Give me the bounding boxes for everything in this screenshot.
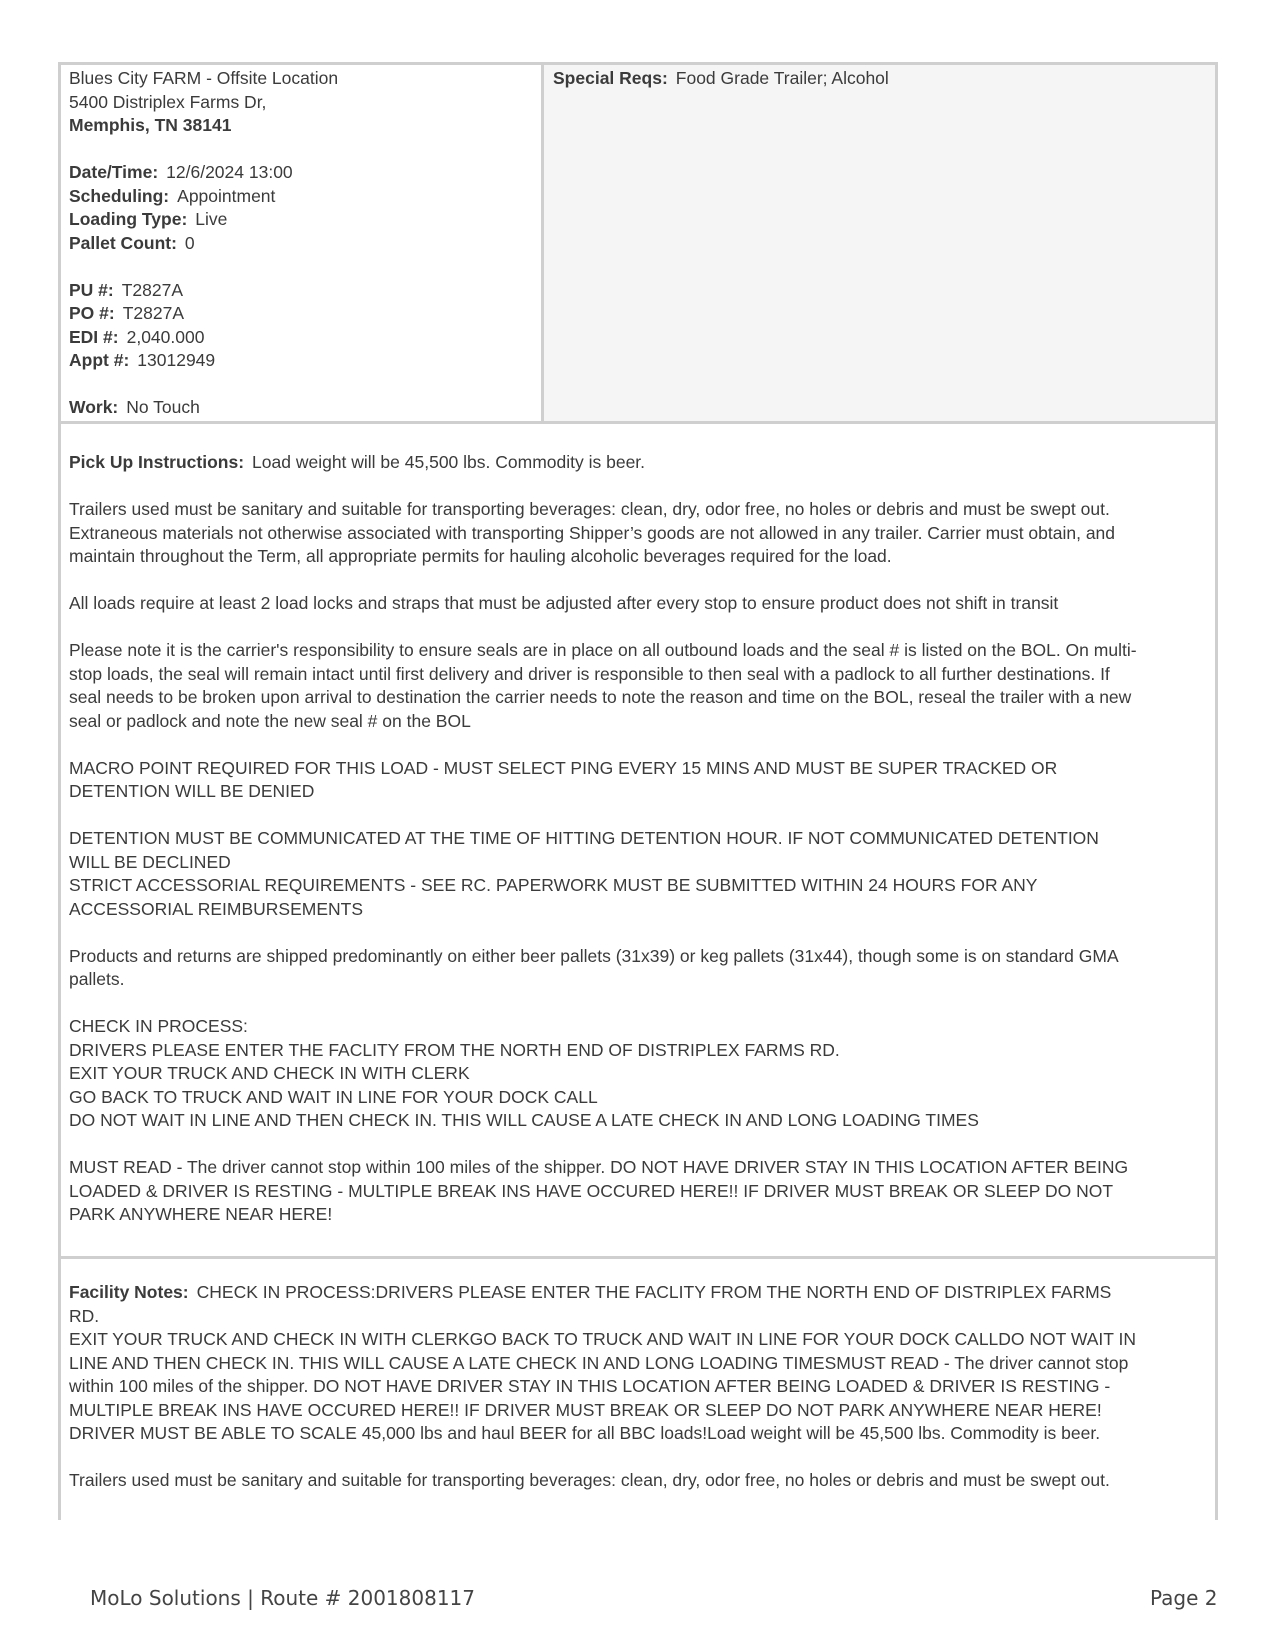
appt-row: Appt #: 13012949 (69, 350, 216, 370)
footer-route: MoLo Solutions | Route # 2001808117 (90, 1586, 475, 1610)
facility-notes-heading: Facility Notes: CHECK IN PROCESS:DRIVERS PLEASE ENTER THE FACLITY FROM THE NORTH END OF DISTRIPLEX FARMS (69, 1282, 1112, 1302)
pickup-paragraph (69, 592, 1209, 616)
text-line: DRIVERS PLEASE ENTER THE FACLITY FROM THE NORTH END OF DISTRIPLEX FARMS RD. (69, 1039, 840, 1060)
text-line: seal or padlock and note the new seal # on the BOL (69, 710, 471, 731)
text-line: DRIVER MUST BE ABLE TO SCALE 45,000 lbs and haul BEER for all BBC loads!Load weight will be 45,500 lbs. Commodity is beer. (69, 1423, 1101, 1443)
text-line: DETENTION MUST BE COMMUNICATED AT THE TIME OF HITTING DETENTION HOUR. IF NOT COMMUNICATED DETENTION (69, 828, 1099, 848)
pickup-paragraph (69, 757, 1209, 804)
footer-page-number: Page 2 (1150, 1586, 1218, 1610)
text-line: Products and returns are shipped predominantly on either beer pallets (31x39) or keg pallets (31x44), though some is on standard GMA (69, 945, 1119, 966)
text-line: LOADED & DRIVER IS RESTING - MULTIPLE BREAK INS HAVE OCCURED HERE!! IF DRIVER MUST BREAK OR SLEEP DO NOT (69, 1180, 1114, 1201)
text-line: LINE AND THEN CHECK IN. THIS WILL CAUSE A LATE CHECK IN AND LONG LOADING TIMESMUST READ - The driver cannot stop (69, 1352, 1129, 1373)
edi-row: EDI #: 2,040.000 (69, 326, 205, 347)
facility-paragraph (69, 1305, 1211, 1446)
pickup-paragraph (69, 945, 1209, 992)
pickup-paragraph (69, 1156, 1209, 1227)
loading-type-row: Loading Type: Live (69, 209, 228, 229)
text-line: MACRO POINT REQUIRED FOR THIS LOAD - MUST SELECT PING EVERY 15 MINS AND MUST BE SUPER TRACKED OR (69, 757, 1058, 778)
text-line: Extraneous materials not otherwise associated with transporting Shipper’s goods are not allowed in any trailer. Carrier must obtain, and (69, 522, 1116, 543)
text-line: PARK ANYWHERE NEAR HERE! (69, 1204, 333, 1224)
text-line: pallets. (69, 969, 125, 989)
text-line: maintain throughout the Term, all appropriate permits for hauling alcoholic beverages required for the load. (69, 546, 892, 566)
text-line: All loads require at least 2 load locks and straps that must be adjusted after every stop to ensure product does not shift in transit (69, 593, 1059, 613)
text-line: DETENTION WILL BE DENIED (69, 781, 315, 801)
location-name: Blues City FARM - Offsite Location (69, 68, 339, 88)
text-line: WILL BE DECLINED (69, 851, 231, 872)
text-line: Please note it is the carrier's responsibility to ensure seals are in place on all outbound loads and the seal # is listed on the BOL. On multi- (69, 640, 1137, 660)
pickup-paragraph (69, 498, 1209, 569)
text-line: DO NOT WAIT IN LINE AND THEN CHECK IN. THIS WILL CAUSE A LATE CHECK IN AND LONG LOADING TIMES (69, 1110, 979, 1130)
pickup-paragraph (69, 827, 1209, 921)
text-line: CHECK IN PROCESS: (69, 1016, 248, 1036)
pickup-instructions-section (61, 424, 1215, 1259)
work-row: Work: No Touch (69, 397, 200, 417)
text-line: MUST READ - The driver cannot stop within 100 miles of the shipper. DO NOT HAVE DRIVER STAY IN THIS LOCATION AFTER BEING (69, 1157, 1129, 1177)
text-line: within 100 miles of the shipper. DO NOT HAVE DRIVER STAY IN THIS LOCATION AFTER BEING LOADED & DRIVER IS RESTING - (69, 1376, 1111, 1396)
stop-details-cell (61, 65, 544, 421)
special-reqs-cell (544, 65, 1215, 421)
pallet-count-row: Pallet Count: 0 (69, 232, 195, 253)
location-city: Memphis, TN 38141 (69, 115, 232, 135)
text-line: MULTIPLE BREAK INS HAVE OCCURED HERE!! IF DRIVER MUST BREAK OR SLEEP DO NOT PARK ANYWHERE NEAR HERE! (69, 1399, 1102, 1420)
text-line: stop loads, the seal will remain intact until first delivery and driver is responsible to then seal with a padlock to all further destinations. If (69, 663, 1110, 684)
text-line: EXIT YOUR TRUCK AND CHECK IN WITH CLERK (69, 1063, 470, 1083)
text-line: ACCESSORIAL REIMBURSEMENTS (69, 898, 363, 919)
facility-notes-section (61, 1259, 1215, 1523)
datetime-row: Date/Time: 12/6/2024 13:00 (69, 162, 293, 182)
text-line: Trailers used must be sanitary and suitable for transporting beverages: clean, dry, odor free, no holes or debris and must be swept out. (69, 1470, 1110, 1490)
pickup-instructions-heading: Pick Up Instructions: Load weight will be 45,500 lbs. Commodity is beer. (69, 452, 646, 472)
location-street: 5400 Distriplex Farms Dr, (69, 91, 267, 112)
scheduling-row: Scheduling: Appointment (69, 185, 276, 206)
text-line: EXIT YOUR TRUCK AND CHECK IN WITH CLERKGO BACK TO TRUCK AND WAIT IN LINE FOR YOUR DOCK CALLDO NOT WAIT IN (69, 1329, 1137, 1349)
text-line: RD. (69, 1305, 100, 1326)
text-line: Trailers used must be sanitary and suitable for transporting beverages: clean, dry, odor free, no holes or debris and must be swept out. (69, 499, 1110, 519)
text-line: GO BACK TO TRUCK AND WAIT IN LINE FOR YOUR DOCK CALL (69, 1086, 598, 1107)
facility-paragraph (69, 1469, 1211, 1493)
text-line: seal needs to be broken upon arrival to destination the carrier needs to note the reason and time on the BOL, reseal the trailer with a new (69, 687, 1132, 707)
stop-summary-row (61, 65, 1215, 424)
po-row: PO #: T2827A (69, 303, 185, 323)
text-line: STRICT ACCESSORIAL REQUIREMENTS - SEE RC. PAPERWORK MUST BE SUBMITTED WITHIN 24 HOURS FOR ANY (69, 875, 1038, 895)
pickup-paragraph (69, 1015, 1209, 1133)
document-frame (58, 62, 1218, 1520)
pickup-paragraph (69, 639, 1209, 733)
pu-row: PU #: T2827A (69, 279, 184, 300)
special-reqs-row: Special Reqs: Food Grade Trailer; Alcohol (553, 68, 889, 88)
